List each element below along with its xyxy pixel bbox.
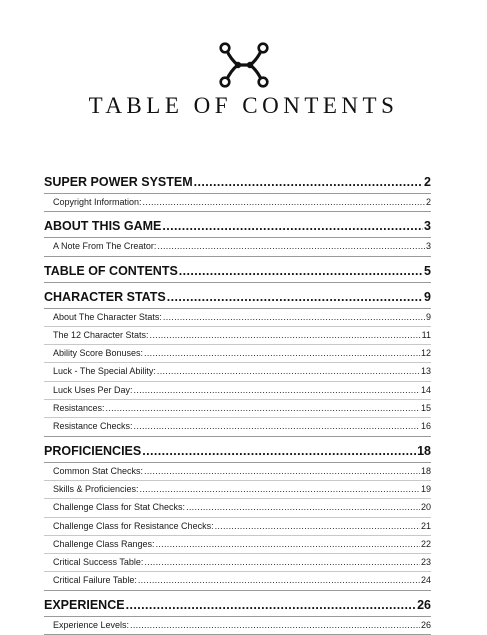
toc-entry-label: A Note From The Creator: — [53, 241, 157, 252]
dot-leader — [194, 172, 423, 193]
molecule-icon — [218, 40, 270, 90]
toc-section-page-number: 26 — [417, 597, 431, 612]
dot-leader — [144, 345, 420, 362]
toc-entry[interactable] — [44, 327, 431, 345]
dot-leader — [150, 327, 421, 344]
dot-leader — [186, 499, 420, 516]
dot-leader — [106, 400, 420, 417]
toc-entry-label: Ability Score Bonuses: — [53, 348, 144, 359]
toc-section[interactable] — [44, 261, 431, 283]
toc-entry[interactable] — [44, 382, 431, 400]
toc-section-label: EXPERIENCE — [44, 597, 125, 612]
toc-entry-label: Experience Levels: — [53, 619, 130, 630]
toc-entry-page-number: 21 — [420, 520, 431, 531]
dot-leader — [157, 363, 420, 380]
toc-entry-page-number: 23 — [420, 557, 431, 568]
dot-leader — [215, 518, 420, 535]
toc-section-page-number: 2 — [424, 175, 431, 189]
toc-section-page-number: 9 — [424, 289, 431, 304]
toc-section-page-number: 5 — [424, 263, 431, 278]
toc-entry-page-number: 13 — [420, 366, 431, 377]
toc-entry[interactable] — [44, 518, 431, 536]
dot-leader — [157, 238, 425, 255]
dot-leader — [126, 595, 417, 616]
dot-leader — [162, 216, 423, 237]
toc-section-label: PROFICIENCIES — [44, 443, 142, 458]
dot-leader — [144, 463, 420, 480]
dot-leader — [134, 382, 420, 399]
dot-leader — [156, 536, 420, 553]
toc-entry[interactable] — [44, 363, 431, 381]
toc-entry[interactable] — [44, 400, 431, 418]
dot-leader — [144, 554, 420, 571]
toc-entry-label: Challenge Class Ranges: — [53, 538, 155, 549]
toc-section-label: TABLE OF CONTENTS — [44, 263, 178, 278]
toc-entry[interactable] — [44, 617, 431, 635]
toc-entry[interactable] — [44, 345, 431, 363]
toc-entry-page-number: 22 — [420, 538, 431, 549]
toc-entry-label: Challenge Class for Resistance Checks: — [53, 520, 214, 531]
toc-section-label: SUPER POWER SYSTEM — [44, 175, 193, 189]
toc-entry[interactable] — [44, 463, 431, 481]
toc-section-page-number: 3 — [424, 219, 431, 234]
toc-entry-page-number: 12 — [420, 348, 431, 359]
toc-entry[interactable] — [44, 194, 431, 212]
dot-leader — [134, 418, 420, 435]
dot-leader — [130, 617, 420, 634]
dot-leader — [142, 441, 416, 462]
toc-entry[interactable] — [44, 309, 431, 327]
toc-entry-label: Copyright Information: — [53, 197, 142, 207]
page-title: TABLE OF CONTENTS — [88, 93, 399, 118]
dot-leader — [138, 572, 420, 589]
toc-entry-label: Luck Uses Per Day: — [53, 384, 133, 395]
toc-entry-label: Resistance Checks: — [53, 421, 133, 432]
toc-entry-label: Resistances: — [53, 403, 105, 414]
dot-leader — [140, 481, 420, 498]
toc-section[interactable] — [44, 172, 431, 194]
toc-entry-page-number: 9 — [425, 311, 431, 322]
toc-entry-label: Challenge Class for Stat Checks: — [53, 502, 186, 513]
toc-entry[interactable] — [44, 554, 431, 572]
toc-section[interactable] — [44, 595, 431, 617]
dot-leader — [143, 194, 425, 211]
toc-entry-page-number: 24 — [420, 575, 431, 586]
dot-leader — [179, 261, 423, 282]
table-of-contents — [44, 172, 431, 635]
toc-entry-page-number: 20 — [420, 502, 431, 513]
toc-entry-page-number: 15 — [420, 403, 431, 414]
toc-entry-label: About The Character Stats: — [53, 311, 162, 322]
toc-entry-label: Common Stat Checks: — [53, 465, 144, 476]
toc-entry[interactable] — [44, 499, 431, 517]
dot-leader — [167, 287, 423, 308]
toc-entry[interactable] — [44, 481, 431, 499]
toc-section-label: ABOUT THIS GAME — [44, 219, 162, 234]
toc-entry-label: Luck - The Special Ability: — [53, 366, 156, 377]
dot-leader — [163, 309, 425, 326]
toc-entry-label: The 12 Character Stats: — [53, 329, 149, 340]
toc-entry-label: Critical Failure Table: — [53, 575, 137, 586]
toc-section[interactable] — [44, 287, 431, 309]
toc-entry[interactable] — [44, 418, 431, 436]
toc-entry[interactable] — [44, 572, 431, 590]
toc-entry-page-number: 26 — [420, 619, 431, 630]
toc-entry-page-number: 2 — [425, 197, 431, 207]
toc-entry[interactable] — [44, 536, 431, 554]
toc-entry-page-number: 11 — [421, 329, 431, 340]
toc-entry[interactable] — [44, 238, 431, 256]
toc-entry-page-number: 19 — [420, 483, 431, 494]
toc-section-page-number: 18 — [417, 443, 431, 458]
toc-entry-page-number: 18 — [420, 465, 431, 476]
toc-entry-page-number: 14 — [420, 384, 431, 395]
toc-entry-label: Critical Success Table: — [53, 557, 144, 568]
toc-section-label: CHARACTER STATS — [44, 289, 166, 304]
toc-section[interactable] — [44, 216, 431, 238]
toc-entry-label: Skills & Proficiencies: — [53, 483, 139, 494]
toc-entry-page-number: 16 — [420, 421, 431, 432]
toc-section[interactable] — [44, 441, 431, 463]
toc-entry-page-number: 3 — [425, 241, 431, 252]
